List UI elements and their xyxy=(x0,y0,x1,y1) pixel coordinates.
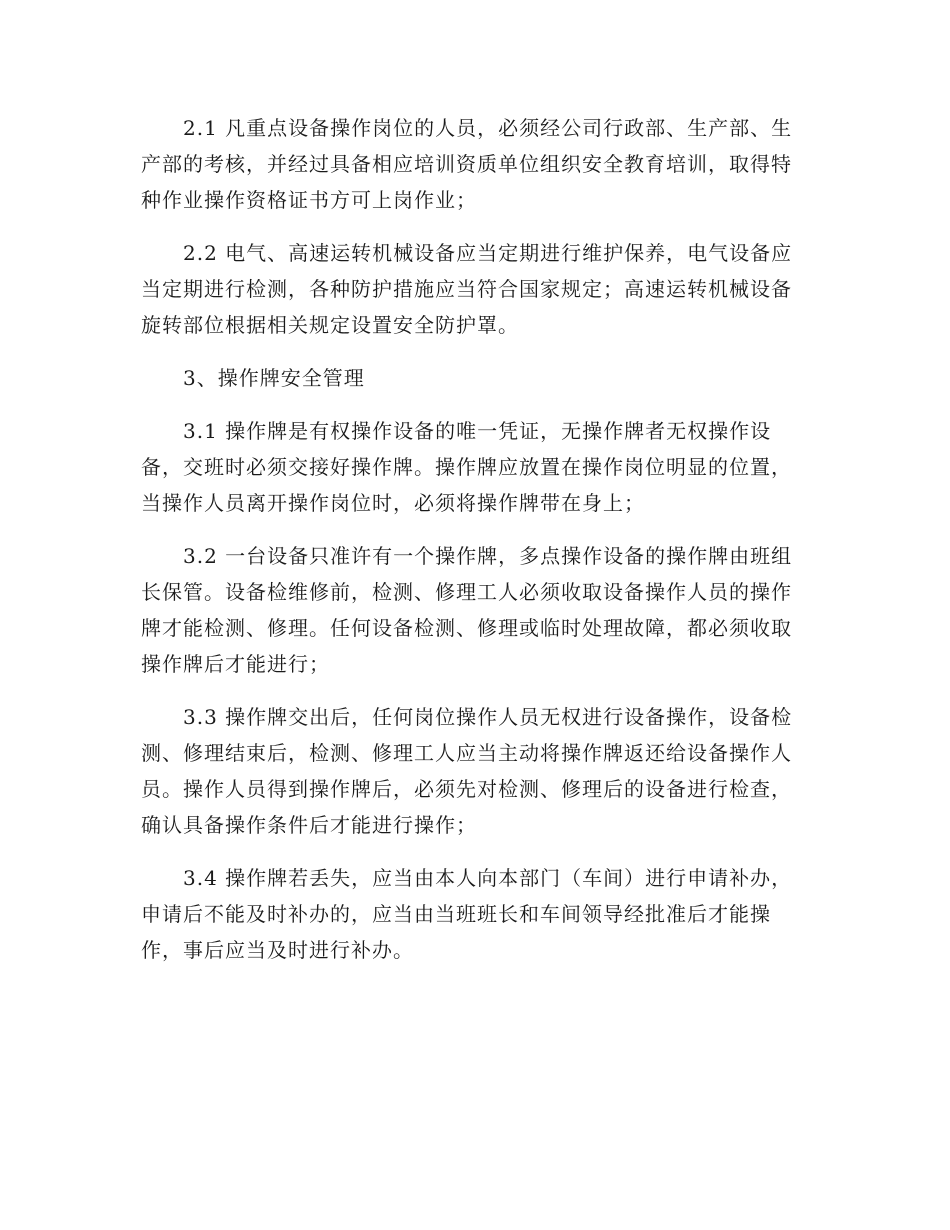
paragraph-3-3: 3.3 操作牌交出后，任何岗位操作人员无权进行设备操作，设备检测、修理结束后，检测、修理工人应当主动将操作牌返还给设备操作人员。操作人员得到操作牌后，必须先对检测、修理后的设备进行检查，确认具备操作条件后才能进行操作； xyxy=(141,705,793,837)
paragraph-3-2: 3.2 一台设备只准许有一个操作牌，多点操作设备的操作牌由班组长保管。设备检维修前，检测、修理工人必须收取设备操作人员的操作牌才能检测、修理。任何设备检测、修理或临时处理故障，都必须收取操作牌后才能进行； xyxy=(141,544,793,676)
paragraph-2-2: 2.2 电气、高速运转机械设备应当定期进行维护保养，电气设备应当定期进行检测，各种防护措施应当符合国家规定；高速运转机械设备旋转部位根据相关规定设置安全防护罩。 xyxy=(141,241,793,337)
paragraph-3-4: 3.4 操作牌若丢失，应当由本人向本部门（车间）进行申请补办，申请后不能及时补办的，应当由当班班长和车间领导经批准后才能操作，事后应当及时进行补办。 xyxy=(141,866,793,962)
section-heading-3: 3、操作牌安全管理 xyxy=(183,366,365,390)
paragraph-3-1: 3.1 操作牌是有权操作设备的唯一凭证，无操作牌者无权操作设备，交班时必须交接好操作牌。操作牌应放置在操作岗位明显的位置，当操作人员离开操作岗位时，必须将操作牌带在身上； xyxy=(141,419,792,515)
document-body xyxy=(141,110,796,985)
paragraph-2-1: 2.1 凡重点设备操作岗位的人员，必须经公司行政部、生产部、生产部的考核，并经过具备相应培训资质单位组织安全教育培训，取得特种作业操作资格证书方可上岗作业； xyxy=(141,116,793,212)
